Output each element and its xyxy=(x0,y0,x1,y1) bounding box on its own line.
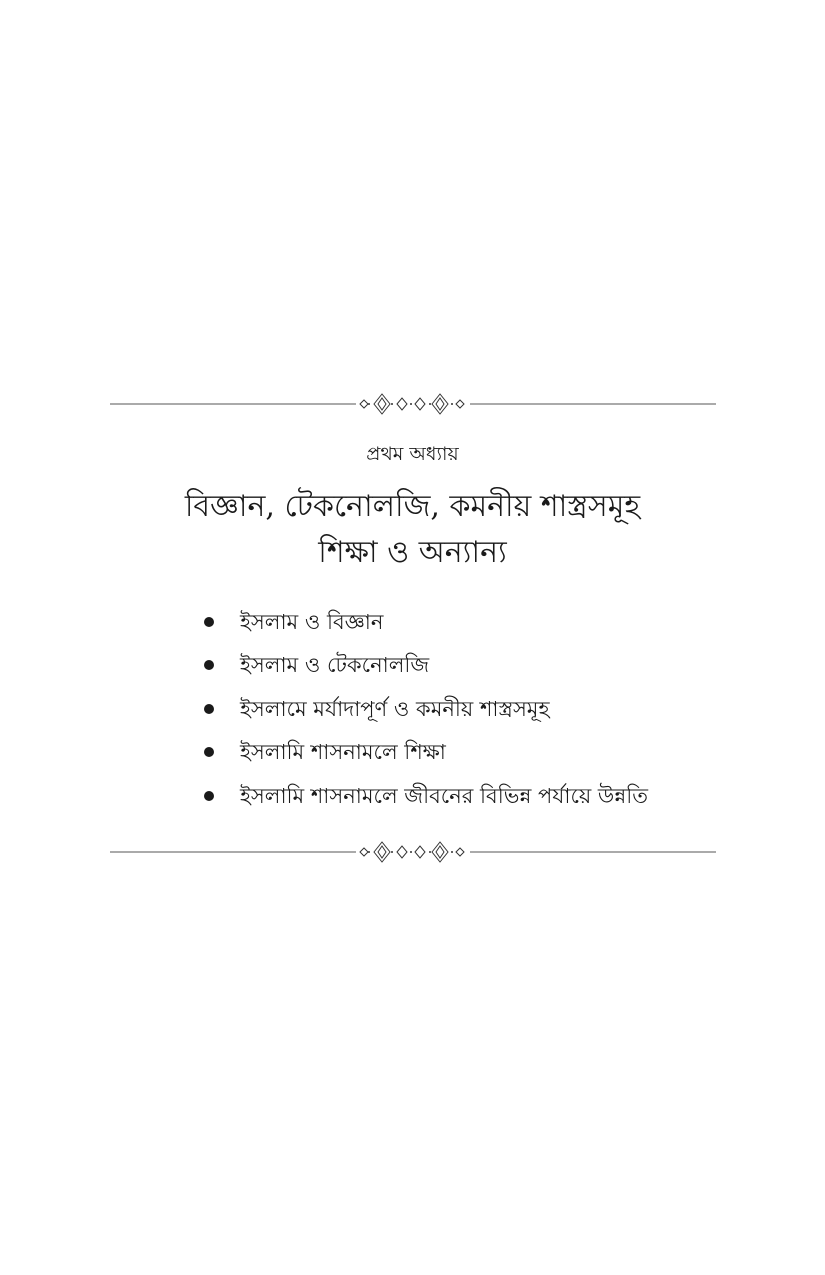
bullet-icon xyxy=(204,660,214,670)
ornamental-divider-bottom xyxy=(110,840,716,864)
chapter-title-line-2: শিক্ষা ও অন্যান্য xyxy=(318,535,507,570)
topic-label: ইসলামি শাসনামলে জীবনের বিভিন্ন পর্যায়ে উন্নতি xyxy=(240,783,649,808)
topic-label: ইসলাম ও টেকনোলজি xyxy=(240,653,430,678)
topic-list xyxy=(204,600,764,818)
chapter-number: প্রথম অধ্যায় xyxy=(366,443,459,465)
ornament-icon xyxy=(110,840,716,864)
topic-label: ইসলামে মর্যাদাপূর্ণ ও কমনীয় শাস্ত্রসমূহ xyxy=(240,696,550,721)
list-item xyxy=(204,774,764,818)
bullet-icon xyxy=(204,791,214,801)
list-item xyxy=(204,644,764,688)
topic-label: ইসলাম ও বিজ্ঞান xyxy=(240,609,384,634)
ornamental-divider-top xyxy=(110,392,716,416)
chapter-title-line-1: বিজ্ঞান, টেকনোলজি, কমনীয় শাস্ত্রসমূহ xyxy=(184,489,641,524)
list-item xyxy=(204,687,764,731)
topic-label: ইসলামি শাসনামলে শিক্ষা xyxy=(240,740,446,765)
chapter-title xyxy=(0,484,825,576)
ornament-icon xyxy=(110,392,716,416)
bullet-icon xyxy=(204,617,214,627)
bullet-icon xyxy=(204,747,214,757)
bullet-icon xyxy=(204,704,214,714)
list-item xyxy=(204,731,764,775)
list-item xyxy=(204,600,764,644)
